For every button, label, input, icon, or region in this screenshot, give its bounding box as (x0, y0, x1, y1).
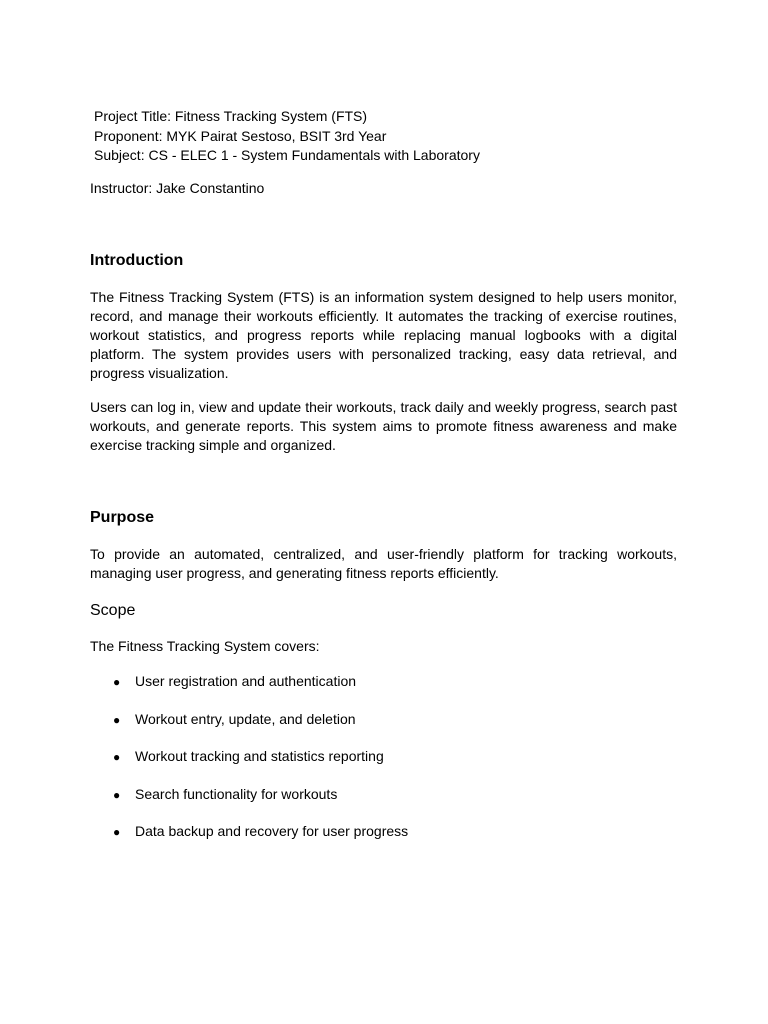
purpose-paragraph: To provide an automated, centralized, and user-friendly platform for tracking workouts, managing user progress, and generating fitness reports efficiently. (90, 546, 677, 581)
project-title: Project Title: Fitness Tracking System (FTS) (94, 108, 368, 124)
scope-intro: The Fitness Tracking System covers: (90, 638, 320, 654)
scope-heading: Scope (90, 602, 136, 619)
proponent: Proponent: MYK Pairat Sestoso, BSIT 3rd Year (94, 127, 387, 144)
introduction-paragraph-2: Users can log in, view and update their workouts, track daily and weekly progress, search past workouts, and generate reports. This system aims to promote fitness awareness and make exercise tracking simple and organized. (90, 399, 677, 453)
list-item (113, 672, 356, 692)
list-item (113, 747, 384, 767)
list-item-text: User registration and authentication (135, 673, 357, 689)
list-item-text: Workout tracking and statistics reporting (135, 748, 384, 764)
bullet-icon: ● (113, 750, 121, 764)
bullet-icon: ● (113, 825, 121, 839)
subject: Subject: CS - ELEC 1 - System Fundamentals with Laboratory (94, 147, 480, 163)
introduction-paragraph-1: The Fitness Tracking System (FTS) is an information system designed to help users monitor, record, and manage their workouts efficiently. It automates the tracking of exercise routines, workout statistics, and progress reports while replacing manual logbooks with a digital platform. The system provides users with personalized tracking, easy data retrieval, and progress visualization. (90, 289, 677, 381)
purpose-heading: Purpose (90, 509, 155, 526)
project-header (94, 107, 480, 166)
bullet-icon: ● (113, 675, 121, 689)
bullet-icon: ● (113, 713, 121, 727)
bullet-icon: ● (113, 788, 121, 802)
list-item (113, 710, 356, 730)
list-item-text: Workout entry, update, and deletion (135, 711, 356, 727)
list-item (113, 822, 408, 842)
list-item-text: Data backup and recovery for user progress (135, 823, 409, 839)
introduction-heading: Introduction (90, 252, 184, 269)
instructor: Instructor: Jake Constantino (90, 180, 265, 196)
list-item (113, 785, 337, 805)
list-item-text: Search functionality for workouts (135, 786, 338, 802)
